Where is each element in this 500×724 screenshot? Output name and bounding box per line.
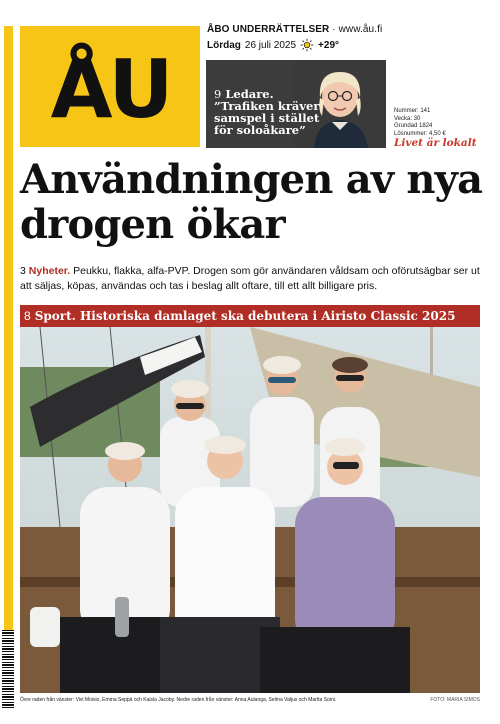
masthead-separator: · xyxy=(332,24,336,35)
paper-name: ÅBO UNDERRÄTTELSER xyxy=(207,24,330,35)
promo-quote: ”Trafiken kräver samspel i stället för soloåkare” xyxy=(214,99,320,138)
sport-page-number: 8 xyxy=(24,309,31,323)
lead-page-number: 3 xyxy=(20,265,26,277)
lead-kicker: Nyheter. xyxy=(28,265,71,277)
brand-side-bar xyxy=(4,26,13,638)
dateline xyxy=(207,38,339,52)
temperature: +29° xyxy=(318,39,340,51)
lead-text: Peukku, flakka, alfa-PVP. Drogen som gör användaren våldsam och oförutsägbar ser ut att säljas, köpas, användas och tas i beslag allt oftare, till ett allt billigare pris. xyxy=(20,265,480,292)
editorial-promo[interactable] xyxy=(206,60,386,148)
sun-icon xyxy=(300,38,314,52)
photo-caption: Övre raden från vänster: Vivi Moisio, Emma Seppä och Kaisla Jacoby. Nedre raden från vänster: Anna Aulanga, Selma Valjus och Martta Soini. xyxy=(20,697,337,703)
issue-number: Nummer: 141 xyxy=(394,108,431,114)
sport-teaser[interactable] xyxy=(20,305,480,327)
weekday: Lördag xyxy=(207,39,241,51)
masthead-line xyxy=(207,24,382,35)
promo-section: Ledare. xyxy=(225,87,274,101)
issue-info xyxy=(394,108,446,138)
logo[interactable] xyxy=(20,26,200,147)
logo-text: ÅU xyxy=(50,42,170,136)
photo-credit: FOTO: MARIA SIMOS xyxy=(430,697,480,703)
crew-photo xyxy=(20,327,480,693)
sport-text: Sport. Historiska damlaget ska debutera i Airisto Classic 2025 xyxy=(34,309,456,323)
issue-price: Lösnummer: 4,50 € xyxy=(394,130,446,137)
barcode xyxy=(2,630,14,710)
cover-photo xyxy=(20,327,480,693)
date: 26 juli 2025 xyxy=(244,39,297,51)
promo-text xyxy=(214,88,334,136)
main-headline[interactable]: Användningen av nya drogen ökar xyxy=(20,156,483,248)
issue-founded: Grundad 1824 xyxy=(394,123,433,129)
tagline: Livet är lokalt xyxy=(394,137,477,149)
promo-page-number: 9 xyxy=(214,87,222,101)
lead-paragraph[interactable] xyxy=(20,264,482,293)
paper-url[interactable]: www.åu.fi xyxy=(338,24,383,35)
issue-week: Vecka: 30 xyxy=(394,115,421,122)
